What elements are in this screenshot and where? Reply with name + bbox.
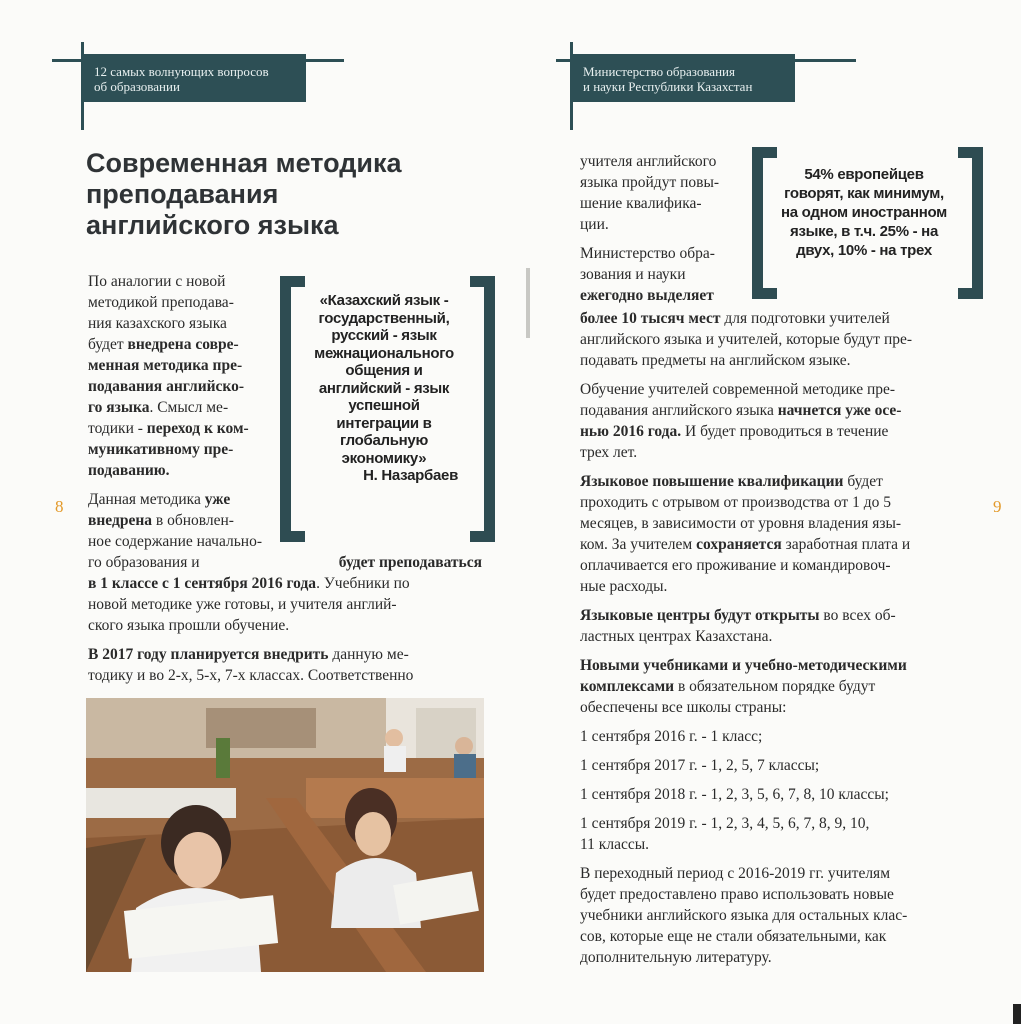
bold-text: подаванию.	[88, 462, 170, 479]
intro-line	[88, 418, 278, 439]
bold-text: В 2017 году планируется внедрить	[88, 646, 329, 663]
body-line	[580, 626, 970, 647]
right-body-full	[580, 308, 970, 968]
text: И будет проводиться в течение	[681, 423, 889, 440]
body-line	[88, 594, 482, 615]
text: учебники английского языка для остальных клас-	[580, 907, 908, 924]
text: в обновлен-	[152, 512, 234, 529]
bold-text: Новыми учебниками и учебно-методическими	[580, 657, 907, 674]
stat-line: 54% европейцев	[804, 166, 924, 183]
text: учителя английского	[580, 153, 717, 170]
quote-line: русский - язык	[331, 327, 437, 344]
page-number-right: 9	[993, 497, 1002, 516]
intro-line	[88, 397, 278, 418]
text: тодику и во 2-х, 5-х, 7-х классах. Соответственно	[88, 667, 414, 684]
text: 1 сентября 2017 г. - 1, 2, 5, 7 классы;	[580, 757, 820, 774]
intro-line	[88, 439, 278, 460]
bold-text: нью 2016 года.	[580, 423, 682, 440]
bold-text: более 10 тысяч мест	[580, 310, 721, 327]
body-line	[580, 513, 970, 534]
body-line	[580, 285, 744, 306]
text: в обязательном порядке будут	[674, 678, 876, 695]
intro-line	[88, 376, 278, 397]
body-line	[580, 243, 744, 264]
body-line	[580, 697, 970, 718]
body-line	[580, 400, 970, 421]
left-header-line-2: об образовании	[94, 79, 180, 94]
text: заработная плата и	[781, 536, 911, 553]
schedule-item	[580, 813, 970, 834]
body-line	[580, 214, 744, 235]
quote-line: общения и	[345, 362, 423, 379]
body-line	[580, 947, 970, 968]
quote-line: государственный,	[318, 309, 450, 327]
text: . Смысл ме-	[149, 399, 229, 416]
nazarbayev-quote	[296, 292, 472, 485]
body-line	[580, 329, 970, 350]
body-line	[580, 492, 970, 513]
left-header-line-1: 12 самых волнующих вопросов	[94, 64, 269, 79]
text: 1 сентября 2019 г. - 1, 2, 3, 4, 5, 6, 7, 8, 9, 10,	[580, 815, 870, 832]
body-line	[88, 573, 482, 594]
quote-line: успешной	[348, 397, 420, 414]
title-line-3: английского языка	[86, 210, 339, 240]
text: во всех об-	[819, 607, 896, 624]
body-line	[580, 555, 970, 576]
quote-line: глобальную	[340, 432, 428, 449]
bold-text: переход к ком-	[146, 420, 249, 437]
text: Министерство обра-	[580, 245, 715, 262]
intro-line	[88, 489, 278, 510]
stat-line: говорят, как минимум,	[784, 185, 944, 202]
text: Данная методика	[88, 491, 205, 508]
body-line	[580, 350, 970, 371]
title-line-2: преподавания	[86, 179, 279, 209]
text: проходить с отрывом от производства от 1 до 5	[580, 494, 891, 511]
bold-text: подавания английско-	[88, 378, 245, 395]
intro-line	[88, 355, 278, 376]
body-line	[580, 926, 970, 947]
text: методикой преподава-	[88, 294, 234, 311]
bold-text: в 1 классе с 1 сентября 2016 года	[88, 575, 317, 592]
quote-author: Н. Назарбаев	[363, 467, 458, 484]
text: оплачивается его проживание и командировоч-	[580, 557, 891, 574]
bold-text: внедрена совре-	[127, 336, 239, 353]
bold-text: Языковое повышение квалификации	[580, 473, 844, 490]
body-line	[580, 884, 970, 905]
bold-text: ежегодно выделяет	[580, 287, 714, 304]
stat-line: двух, 10% - на трех	[796, 242, 932, 259]
body-line	[580, 605, 970, 626]
left-intro-column	[88, 271, 278, 552]
body-line	[580, 655, 970, 676]
text: зования и науки	[580, 266, 686, 283]
right-intro-column	[580, 151, 744, 306]
body-line	[580, 534, 970, 555]
quote-bracket-right	[470, 276, 495, 542]
right-header-line-2: и науки Республики Казахстан	[583, 79, 753, 94]
bold-text: комплексами	[580, 678, 675, 695]
intro-line	[88, 531, 278, 552]
text: ния казахского языка	[88, 315, 227, 332]
text: дополнительную литературу.	[580, 949, 772, 966]
intro-line	[88, 292, 278, 313]
body-line	[88, 552, 482, 573]
text: английского языка и учителей, которые будут пре-	[580, 331, 913, 348]
text: ные расходы.	[580, 578, 668, 595]
bold-text: муникативному пре-	[88, 441, 234, 458]
text: обеспечены все школы страны:	[580, 699, 787, 716]
body-line	[88, 665, 482, 686]
body-line	[88, 615, 482, 636]
text: В переходный период с 2016-2019 гг. учителям	[580, 865, 890, 882]
classroom-photo	[86, 698, 484, 972]
body-line	[580, 905, 970, 926]
body-line	[580, 676, 970, 697]
bold-text: Языковые центры будут открыты	[580, 607, 820, 624]
text: трех лет.	[580, 444, 638, 461]
intro-line	[88, 334, 278, 355]
quote-line: межнационального	[314, 344, 454, 362]
text: Обучение учителей современной методике пре-	[580, 381, 896, 398]
stat-line: на одном иностранном	[781, 204, 947, 221]
text: ластных центрах Казахстана.	[580, 628, 773, 645]
text: языка пройдут повы-	[580, 174, 720, 191]
body-line	[580, 193, 744, 214]
text: . Учебники по	[316, 575, 410, 592]
quote-line: экономику»	[341, 449, 427, 467]
text: будет	[843, 473, 883, 490]
text: 1 сентября 2018 г. - 1, 2, 3, 5, 6, 7, 8, 10 классы;	[580, 786, 889, 803]
body-line	[580, 471, 970, 492]
bold-text: го языка	[88, 399, 150, 416]
quote-line: английский - язык	[318, 379, 450, 397]
intro-line	[88, 510, 278, 531]
title-line-1: Современная методика	[86, 148, 402, 178]
right-header-line-1: Министерство образования	[583, 64, 735, 79]
text: данную ме-	[328, 646, 409, 663]
bold-text: начнется уже осе-	[777, 402, 902, 419]
body-line	[88, 644, 482, 665]
european-languages-stat	[766, 165, 962, 260]
stat-line: языке, в т.ч. 25% - на	[790, 223, 938, 240]
text: для подготовки учителей	[720, 310, 890, 327]
text: По аналогии с новой	[88, 273, 226, 290]
text: ное содержание начально-	[88, 533, 262, 550]
intro-line	[88, 271, 278, 292]
text: будет	[88, 336, 128, 353]
body-line	[580, 264, 744, 285]
text: го образования и	[88, 554, 200, 571]
body-line	[580, 576, 970, 597]
right-header-bar	[573, 54, 795, 102]
bold-text: будет преподаваться	[338, 554, 482, 571]
body-line	[580, 379, 970, 400]
text: 11 классы.	[580, 836, 649, 853]
text: новой методике уже готовы, и учителя англий-	[88, 596, 397, 613]
spine-mark	[526, 268, 530, 338]
text: шение квалифика-	[580, 195, 702, 212]
text: подавать предметы на английском языке.	[580, 352, 851, 369]
bold-text: сохраняется	[696, 536, 782, 553]
classroom-photo-graphic	[86, 698, 484, 972]
body-line	[580, 308, 970, 329]
quote-line: «Казахский язык -	[319, 292, 449, 309]
text: ком. За учителем	[580, 536, 697, 553]
body-line	[580, 151, 744, 172]
page-number-left: 8	[55, 497, 64, 516]
text: подавания английского языка	[580, 402, 778, 419]
text: 1 сентября 2016 г. - 1 класс;	[580, 728, 763, 745]
intro-line	[88, 460, 278, 481]
article-title	[86, 148, 506, 241]
body-line	[580, 172, 744, 193]
text: будет предоставлено право использовать новые	[580, 886, 894, 903]
left-body-full	[88, 552, 482, 686]
quote-line: интеграции в	[336, 414, 432, 432]
text: ского языка прошли обучение.	[88, 617, 290, 634]
bold-text: внедрена	[88, 512, 152, 529]
schedule-item	[580, 726, 970, 747]
schedule-item	[580, 755, 970, 776]
intro-line	[88, 313, 278, 334]
schedule-item	[580, 834, 970, 855]
body-line	[580, 442, 970, 463]
left-header-bar	[84, 54, 306, 102]
text: тодики -	[88, 420, 147, 437]
body-line	[580, 421, 970, 442]
bold-text: менная методика пре-	[88, 357, 243, 374]
corner-mark	[1013, 1004, 1021, 1024]
bold-text: уже	[204, 491, 231, 508]
body-line	[580, 863, 970, 884]
text: сов, которые еще не стали обязательными, как	[580, 928, 887, 945]
text: ции.	[580, 216, 609, 233]
text: месяцев, в зависимости от уровня владения язы-	[580, 515, 902, 532]
schedule-item	[580, 784, 970, 805]
